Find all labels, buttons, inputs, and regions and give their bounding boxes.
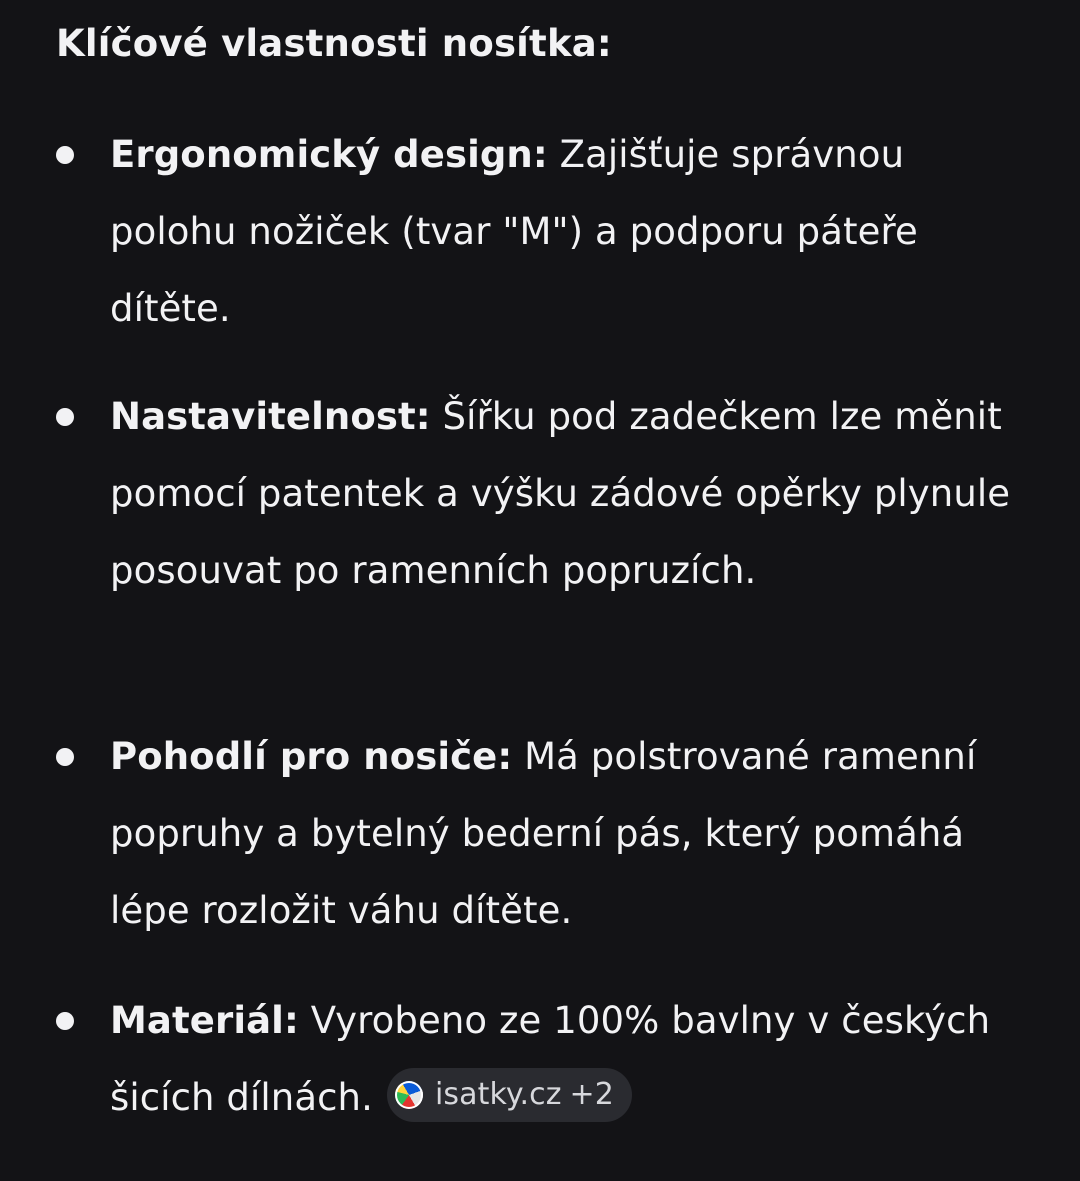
bullet-icon: [56, 408, 74, 426]
list-item-text: [110, 982, 1040, 1136]
source-domain: isatky.cz: [434, 1076, 562, 1112]
bullet-icon: [56, 1012, 74, 1030]
list-item-body: Vyrobeno ze 100% bavlny v českých šicích dílnách.: [110, 999, 991, 1119]
source-extra-count: +2: [569, 1076, 614, 1112]
source-chip[interactable]: [387, 1068, 632, 1122]
list-item-text: [110, 718, 1040, 949]
list-item-body: Šířku pod zadečkem lze měnit pomocí patentek a výšku zádové opěrky plynule posouvat po ramenních popruzích.: [110, 395, 1011, 592]
list-item-title: Nastavitelnost:: [110, 395, 431, 438]
list-item-body: Zajišťuje správnou polohu nožiček (tvar "M") a podporu páteře dítěte.: [110, 133, 918, 330]
bullet-icon: [56, 748, 74, 766]
site-favicon-icon: [395, 1081, 423, 1109]
list-item-title: Pohodlí pro nosiče:: [110, 735, 513, 778]
list-item-text: [110, 116, 1040, 347]
list-item-body: Má polstrované ramenní popruhy a bytelný bederní pás, který pomáhá lépe rozložit váhu dítěte.: [110, 735, 977, 932]
list-item-title: Materiál:: [110, 999, 299, 1042]
bullet-icon: [56, 146, 74, 164]
list-item-text: [110, 378, 1040, 609]
list-item-title: Ergonomický design:: [110, 133, 548, 176]
section-heading: Klíčové vlastnosti nosítka:: [56, 22, 612, 65]
